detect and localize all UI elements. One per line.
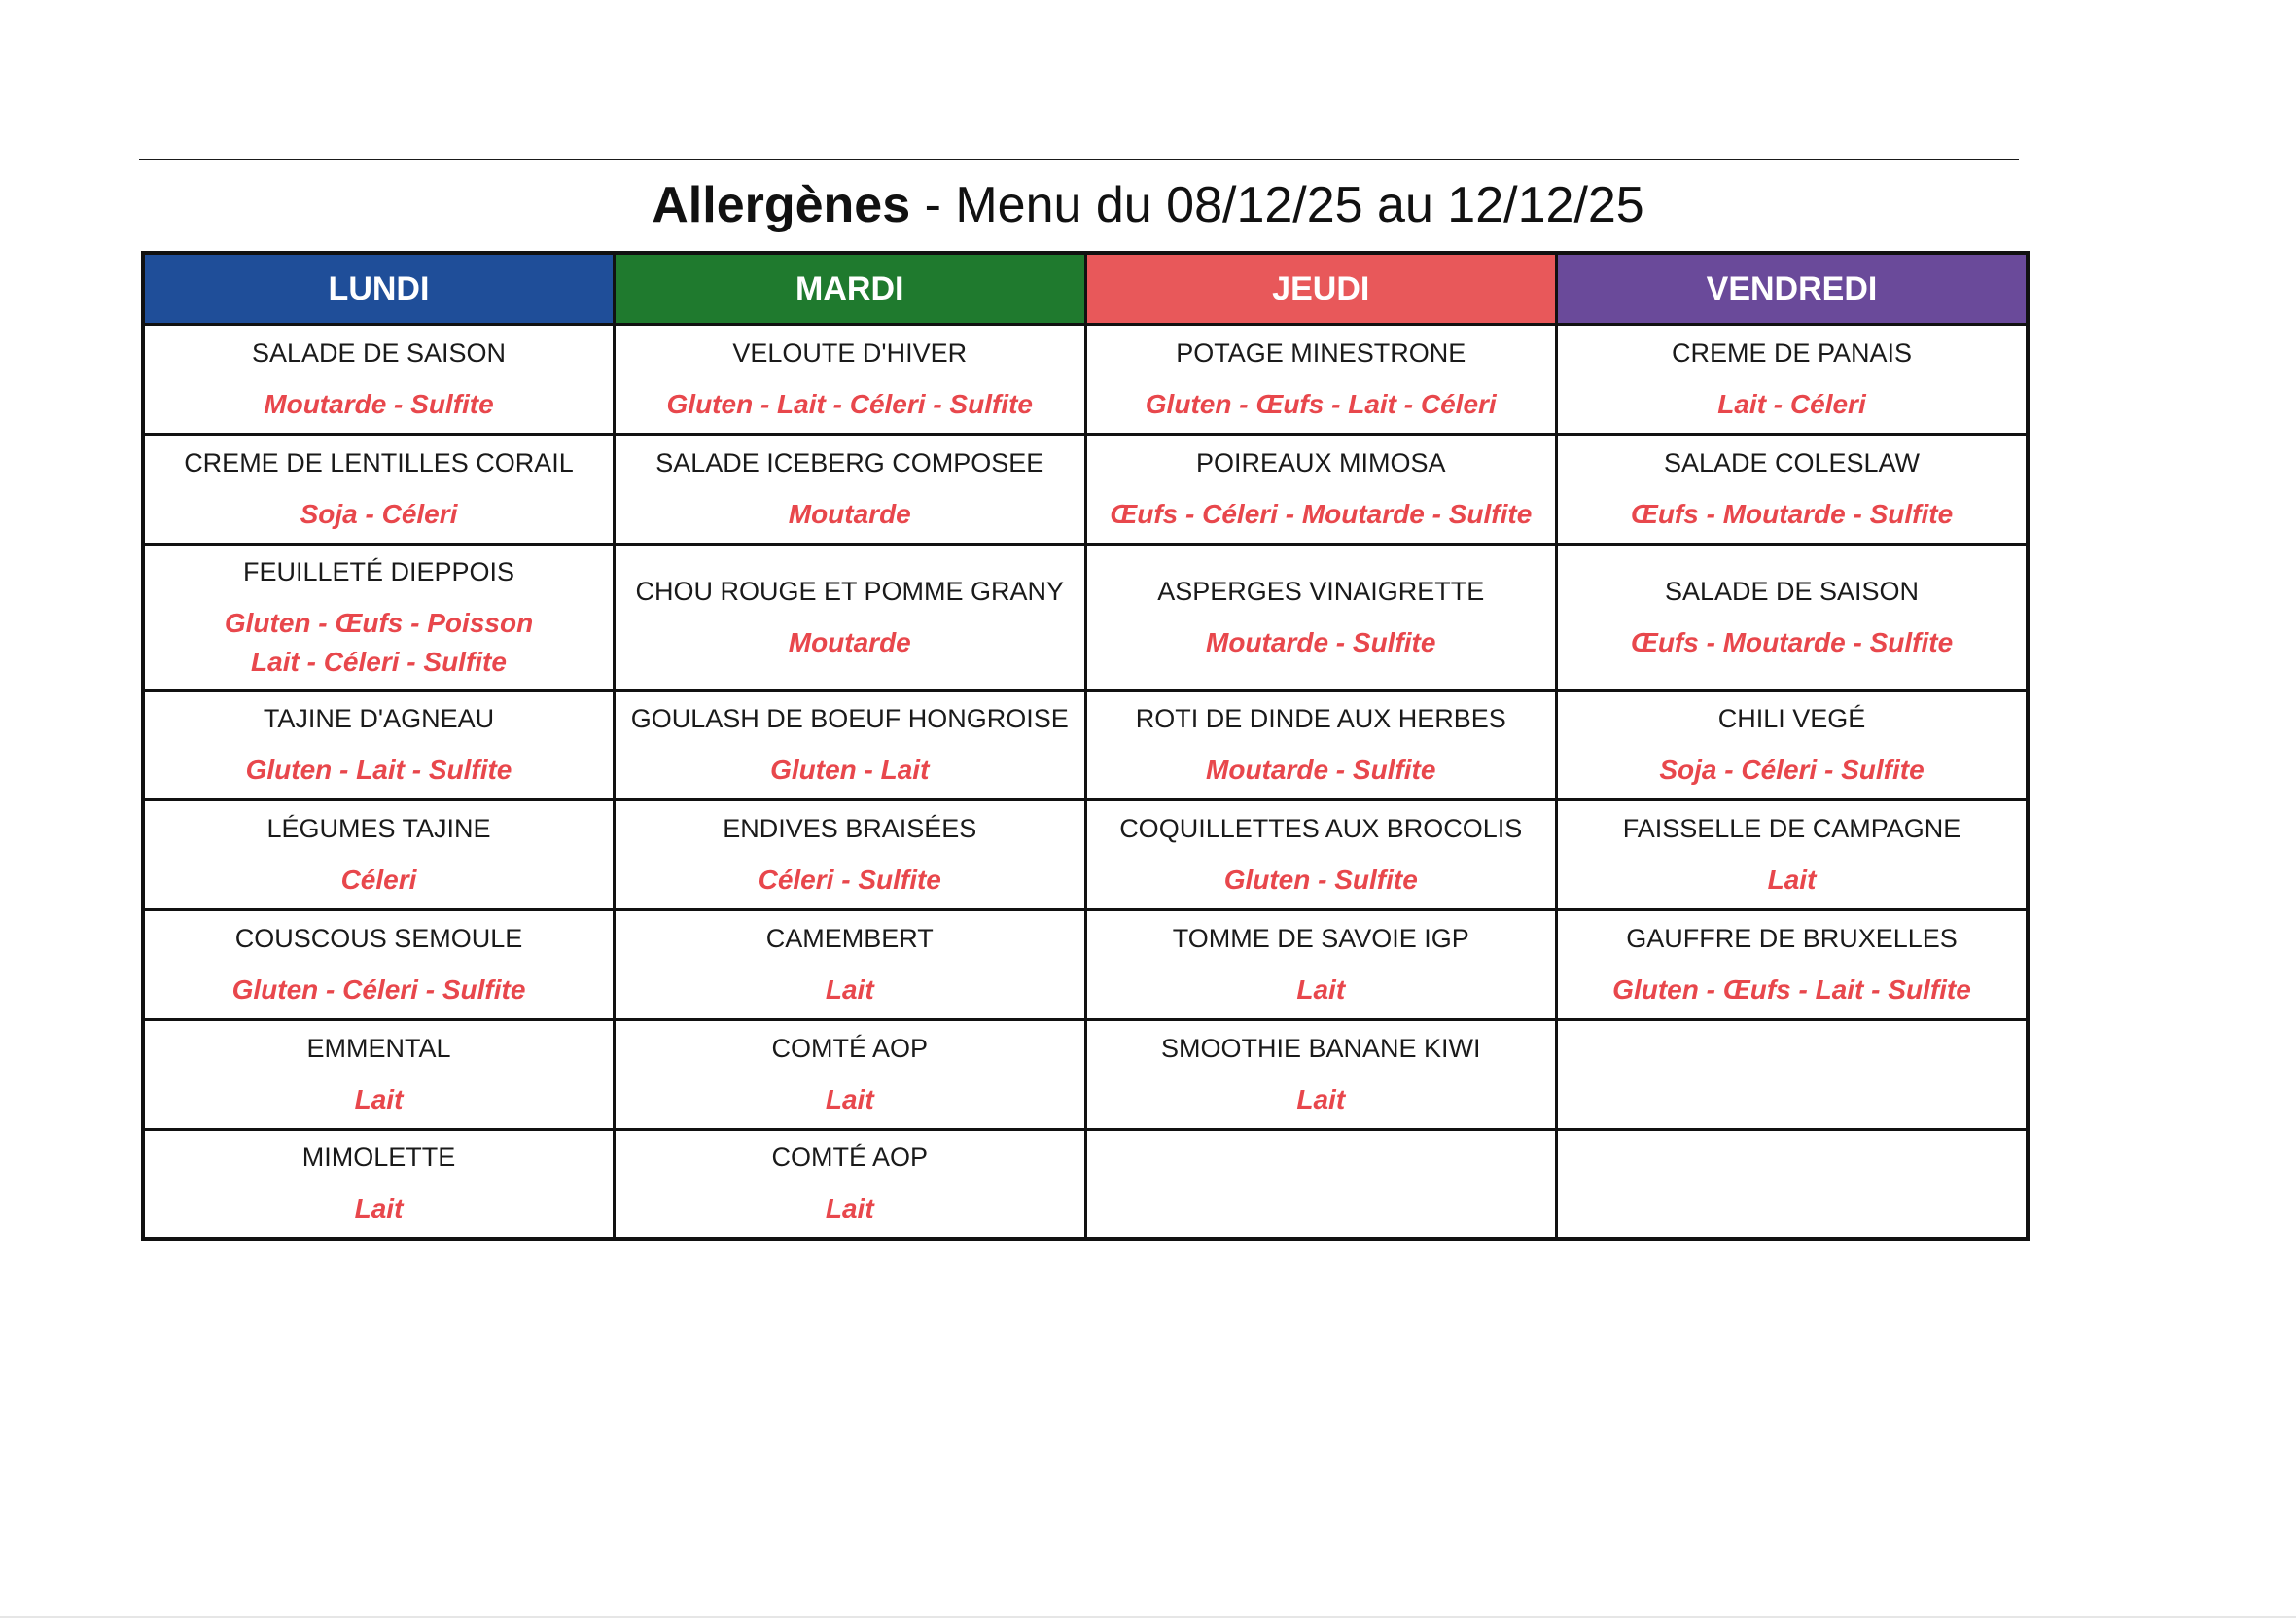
dish-name: LÉGUMES TAJINE: [266, 814, 491, 844]
allergen-list: Lait: [1296, 973, 1346, 1005]
allergen-list: Lait: [825, 1193, 874, 1224]
dish-name: GOULASH DE BOEUF HONGROISE: [630, 704, 1069, 734]
menu-cell: [1085, 544, 1557, 690]
menu-cell: [143, 910, 615, 1020]
dish-name: SALADE DE SAISON: [251, 337, 507, 368]
allergen-list: Gluten - Céleri - Sulfite: [231, 973, 526, 1005]
dish-name: ENDIVES BRAISÉES: [723, 814, 977, 844]
menu-cell: [1557, 910, 2029, 1020]
table-row: [143, 910, 2028, 1020]
menu-cell: [1085, 800, 1557, 910]
allergen-list: Lait - Céleri: [1717, 388, 1866, 419]
dish-name: COUSCOUS SEMOULE: [234, 923, 523, 953]
allergen-list: Gluten - Lait - Sulfite: [245, 755, 512, 786]
allergen-list: Moutarde: [788, 498, 911, 529]
header-lundi: LUNDI: [143, 253, 615, 325]
menu-cell: [615, 800, 1086, 910]
dish-name: CREME DE LENTILLES CORAIL: [184, 447, 574, 477]
day-header-row: [143, 253, 2028, 325]
page-title: [0, 171, 2296, 239]
allergen-list: Soja - Céleri - Sulfite: [1659, 755, 1925, 786]
dish-name: MIMOLETTE: [301, 1143, 456, 1173]
title-allergenes: Allergènes: [652, 177, 911, 233]
allergen-list: Moutarde: [788, 626, 911, 657]
dish-name: EMMENTAL: [306, 1033, 451, 1063]
dish-name: SMOOTHIE BANANE KIWI: [1160, 1033, 1481, 1063]
allergen-list: Gluten - Œufs - Lait - Sulfite: [1612, 973, 1971, 1005]
table-row: [143, 800, 2028, 910]
header-jeudi: JEUDI: [1085, 253, 1557, 325]
dish-name: CAMEMBERT: [765, 923, 934, 953]
table-row: [143, 544, 2028, 690]
menu-cell: [143, 1019, 615, 1129]
allergen-menu-table: [141, 251, 2030, 1241]
table-row: [143, 1129, 2028, 1239]
menu-cell: [143, 1129, 615, 1239]
header-rule: [139, 159, 2019, 160]
table-row: [143, 434, 2028, 544]
header-mardi: MARDI: [615, 253, 1086, 325]
allergen-list: Lait: [1767, 865, 1817, 896]
allergen-list: Céleri: [340, 865, 417, 896]
page-edge: [0, 1616, 2296, 1618]
dish-name: SALADE COLESLAW: [1663, 447, 1921, 477]
dish-name: SALADE DE SAISON: [1664, 576, 1920, 606]
dish-name: FAISSELLE DE CAMPAGNE: [1622, 814, 1961, 844]
menu-cell: [615, 1129, 1086, 1239]
menu-cell: [615, 325, 1086, 435]
dish-name: CHOU ROUGE ET POMME GRANY: [635, 576, 1065, 606]
table-row: [143, 1019, 2028, 1129]
menu-cell: [1557, 325, 2029, 435]
allergen-list: Lait: [1296, 1083, 1346, 1114]
dish-name: ROTI DE DINDE AUX HERBES: [1135, 704, 1506, 734]
menu-cell: [1557, 1129, 2029, 1239]
menu-cell: [143, 325, 615, 435]
allergen-list: Lait: [354, 1193, 404, 1224]
menu-cell: [143, 544, 615, 690]
menu-cell: [1557, 1019, 2029, 1129]
allergen-list: Lait: [825, 1083, 874, 1114]
menu-cell: [143, 690, 615, 800]
menu-cell: [1557, 434, 2029, 544]
menu-cell: [615, 1019, 1086, 1129]
table-row: [143, 690, 2028, 800]
allergen-list: Moutarde - Sulfite: [1206, 755, 1436, 786]
dish-name: SALADE ICEBERG COMPOSEE: [655, 447, 1044, 477]
menu-cell: [1085, 910, 1557, 1020]
dish-name: CHILI VEGÉ: [1717, 704, 1866, 734]
dish-name: TOMME DE SAVOIE IGP: [1172, 923, 1469, 953]
allergen-list: Moutarde - Sulfite: [264, 388, 494, 419]
menu-cell: [1085, 434, 1557, 544]
table-row: [143, 325, 2028, 435]
menu-cell: [1085, 1129, 1557, 1239]
dish-name: GAUFFRE DE BRUXELLES: [1626, 923, 1958, 953]
menu-cell: [615, 544, 1086, 690]
dish-name: VELOUTE D'HIVER: [732, 337, 968, 368]
allergen-list: Céleri - Sulfite: [758, 865, 941, 896]
menu-cell: [143, 434, 615, 544]
allergen-list: Gluten - Œufs - Poisson Lait - Céleri - Sulfite: [224, 607, 534, 677]
dish-name: POTAGE MINESTRONE: [1176, 337, 1466, 368]
menu-cell: [1085, 690, 1557, 800]
allergen-list: Gluten - Sulfite: [1223, 865, 1418, 896]
header-vendredi: VENDREDI: [1557, 253, 2029, 325]
menu-cell: [1557, 800, 2029, 910]
allergen-list: Œufs - Moutarde - Sulfite: [1630, 498, 1954, 529]
dish-name: ASPERGES VINAIGRETTE: [1157, 576, 1485, 606]
menu-cell: [615, 910, 1086, 1020]
menu-cell: [1557, 690, 2029, 800]
menu-cell: [1085, 1019, 1557, 1129]
menu-cell: [1085, 325, 1557, 435]
title-menu-dates: - Menu du 08/12/25 au 12/12/25: [910, 177, 1644, 233]
allergen-list: Œufs - Céleri - Moutarde - Sulfite: [1110, 498, 1533, 529]
menu-cell: [615, 434, 1086, 544]
dish-name: CREME DE PANAIS: [1671, 337, 1913, 368]
dish-name: TAJINE D'AGNEAU: [263, 704, 495, 734]
dish-name: FEUILLETÉ DIEPPOIS: [242, 556, 515, 586]
dish-name: COMTÉ AOP: [771, 1143, 929, 1173]
dish-name: COQUILLETTES AUX BROCOLIS: [1119, 814, 1523, 844]
allergen-list: Gluten - Lait: [770, 755, 930, 786]
menu-cell: [1557, 544, 2029, 690]
allergen-list: Gluten - Œufs - Lait - Céleri: [1145, 388, 1497, 419]
dish-name: POIREAUX MIMOSA: [1195, 447, 1446, 477]
allergen-list: Gluten - Lait - Céleri - Sulfite: [666, 388, 1033, 419]
allergen-list: Soja - Céleri: [300, 498, 458, 529]
menu-cell: [143, 800, 615, 910]
allergen-list: Lait: [354, 1083, 404, 1114]
allergen-list: Lait: [825, 973, 874, 1005]
dish-name: COMTÉ AOP: [771, 1033, 929, 1063]
allergen-list: Œufs - Moutarde - Sulfite: [1630, 626, 1954, 657]
allergen-list: Moutarde - Sulfite: [1206, 626, 1436, 657]
menu-cell: [615, 690, 1086, 800]
